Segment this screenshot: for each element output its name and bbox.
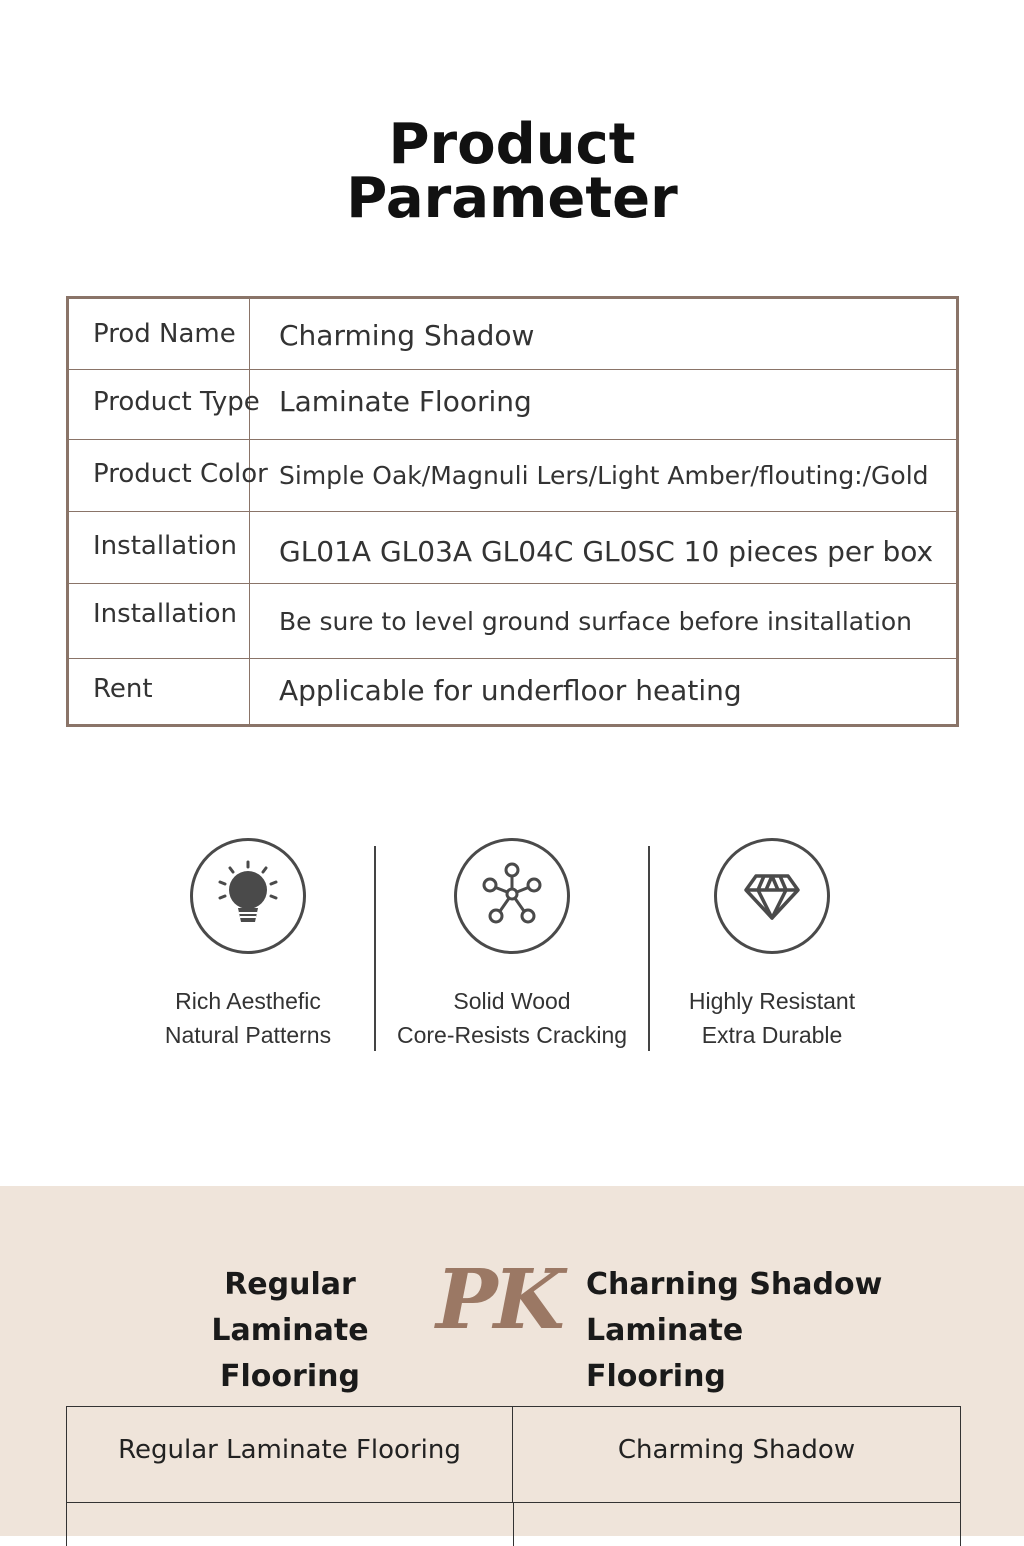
feature-line-2: Natural Patterns: [164, 1022, 332, 1048]
right-heading-line-1: Charning Shadow: [586, 1267, 883, 1302]
table-row: [69, 658, 956, 724]
comparison-header-right: [513, 1407, 960, 1503]
right-heading-line-2: Laminate Flooring: [586, 1313, 744, 1394]
feature-divider: [374, 846, 376, 1051]
feature-caption: [128, 984, 368, 1052]
feature-aesthetic: [128, 838, 368, 1052]
comparison-left-heading: [150, 1262, 430, 1400]
feature-icon-circle: [714, 838, 830, 954]
feature-line-1: Solid Wood: [453, 988, 571, 1014]
row-value: Applicable for underfloor heating: [279, 674, 742, 707]
row-value: Be sure to level ground surface before insitallation: [279, 607, 912, 636]
row-label: Prod Name: [93, 319, 236, 349]
row-label: Product Type: [93, 387, 260, 417]
comparison-table: [66, 1406, 961, 1546]
row-label: Installation: [93, 599, 238, 629]
feature-durable: [652, 838, 892, 1052]
feature-line-1: Highly Resistant: [688, 988, 856, 1014]
row-label: Rent: [93, 674, 153, 704]
diamond-icon: [736, 858, 808, 935]
title-line-1: Product: [388, 112, 636, 177]
lightbulb-icon: [212, 858, 284, 935]
row-label: Product Color: [93, 459, 268, 489]
feature-line-2: Extra Durable: [701, 1022, 843, 1048]
table-row: [69, 369, 956, 440]
table-row: [69, 511, 956, 584]
feature-section: [0, 836, 1024, 1066]
row-value: GL01A GL03A GL04C GL0SC 10 pieces per box: [279, 535, 934, 568]
feature-line-1: Rich Aesthefic: [175, 988, 321, 1014]
feature-caption: [392, 984, 632, 1052]
row-value: Laminate Flooring: [279, 385, 532, 418]
row-label: Installation: [93, 531, 238, 561]
page-title: [0, 112, 1024, 231]
feature-icon-circle: [454, 838, 570, 954]
feature-icon-circle: [190, 838, 306, 954]
parameter-table: [66, 296, 959, 727]
feature-line-2: Core-Resists Cracking: [396, 1022, 628, 1048]
molecule-icon: [476, 858, 548, 935]
title-line-2: Parameter: [346, 166, 678, 231]
comparison-right-heading: [586, 1262, 886, 1400]
row-value: Simple Oak/Magnuli Lers/Light Amber/flouting:/Gold: [279, 461, 929, 490]
comparison-section: [0, 1186, 1024, 1536]
left-heading-line-1: Regular Laminate: [211, 1267, 369, 1348]
table-row: [69, 299, 956, 370]
row-value: Charming Shadow: [279, 319, 535, 352]
feature-divider: [648, 846, 650, 1051]
feature-solid-wood: [392, 838, 632, 1052]
comparison-header-left: [67, 1407, 513, 1503]
comparison-column-divider: [513, 1503, 514, 1546]
header-right-label: Charming Shadow: [617, 1435, 856, 1465]
left-heading-line-2: Flooring: [220, 1359, 360, 1394]
header-left-label: Regular Laminate Flooring: [118, 1435, 461, 1465]
table-row: [69, 583, 956, 659]
table-row: [69, 439, 956, 512]
feature-caption: [652, 984, 892, 1052]
pk-mark: PK: [436, 1252, 561, 1348]
